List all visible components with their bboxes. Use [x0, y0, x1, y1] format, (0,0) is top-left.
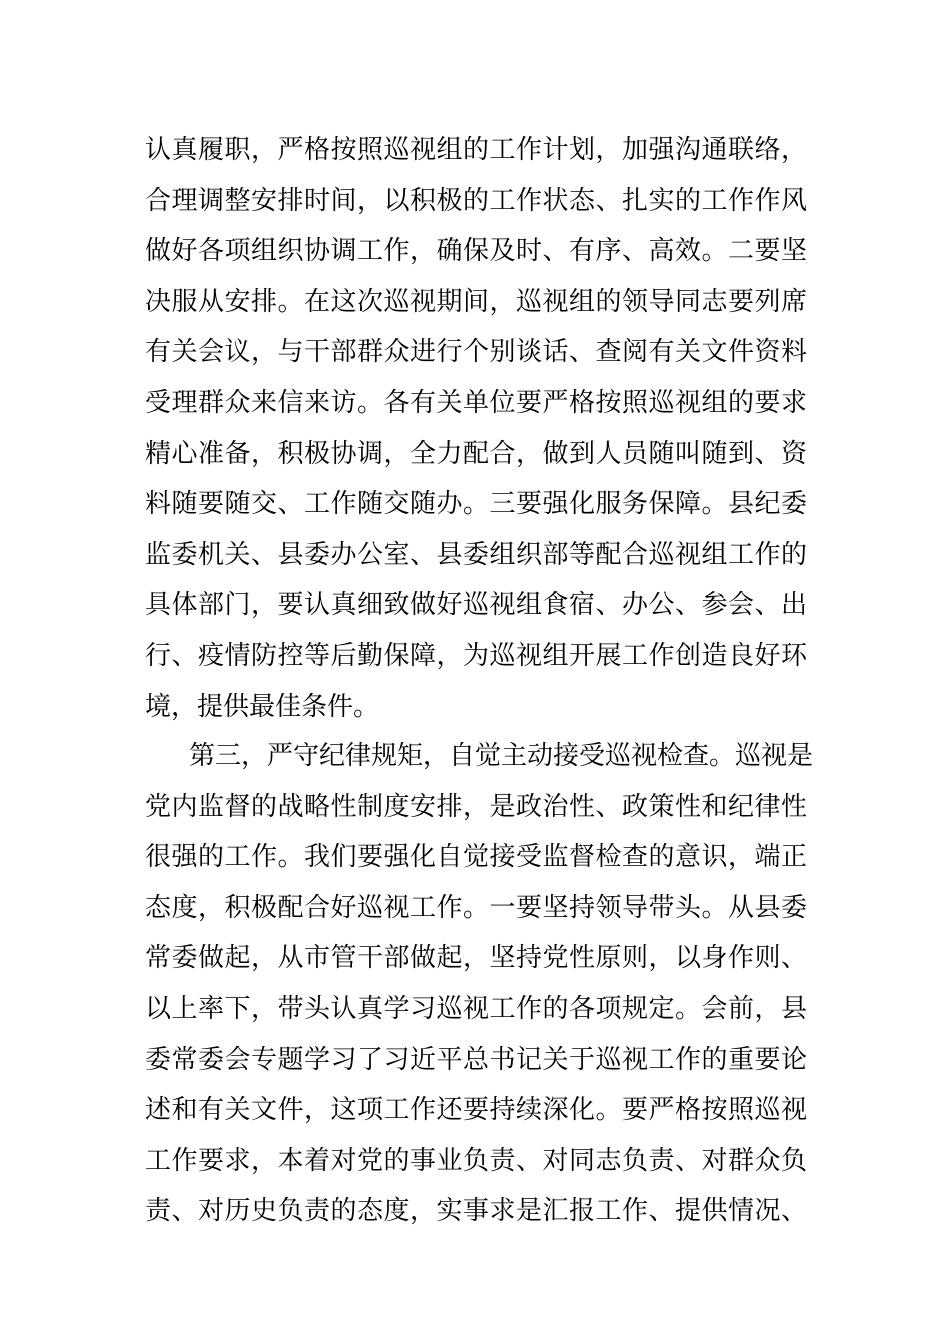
paragraph-1: [145, 125, 807, 732]
text-line: 第三，严守纪律规矩，自觉主动接受巡视检查。巡视是: [189, 741, 814, 771]
text-line: 责、对历史负责的态度，实事求是汇报工作、提供情况、: [145, 1196, 807, 1227]
text-line: 具体部门，要认真细致做好巡视组食宿、办公、参会、出: [145, 590, 807, 621]
text-line: 受理群众来信来访。各有关单位要严格按照巡视组的要求: [145, 387, 807, 418]
text-line: 合理调整安排时间，以积极的工作状态、扎实的工作作风: [145, 185, 807, 216]
text-line: 行、疫情防控等后勤保障，为巡视组开展工作创造良好环: [145, 640, 807, 671]
text-line: 很强的工作。我们要强化自觉接受监督检查的意识，端正: [145, 842, 807, 873]
text-line: 工作要求，本着对党的事业负责、对同志负责、对群众负: [145, 1145, 807, 1176]
text-line: 境，提供最佳条件。: [145, 691, 380, 722]
text-line: 有关会议，与干部群众进行个别谈话、查阅有关文件资料: [145, 337, 807, 368]
text-line: 决服从安排。在这次巡视期间，巡视组的领导同志要列席: [145, 286, 807, 317]
text-line: 监委机关、县委办公室、县委组织部等配合巡视组工作的: [145, 539, 807, 570]
text-line: 常委做起，从市管干部做起，坚持党性原则，以身作则、: [145, 943, 807, 974]
text-line: 精心准备，积极协调，全力配合，做到人员随叫随到、资: [145, 438, 807, 469]
text-line: 认真履职，严格按照巡视组的工作计划，加强沟通联络，: [145, 135, 807, 165]
paragraph-2: [145, 731, 814, 1237]
text-line: 以上率下，带头认真学习巡视工作的各项规定。会前，县: [145, 993, 807, 1024]
text-line: 做好各项组织协调工作，确保及时、有序、高效。二要坚: [145, 236, 807, 267]
text-line: 述和有关文件，这项工作还要持续深化。要严格按照巡视: [145, 1095, 807, 1126]
text-line: 委常委会专题学习了习近平总书记关于巡视工作的重要论: [145, 1044, 807, 1075]
text-line: 料随要随交、工作随交随办。三要强化服务保障。县纪委: [145, 489, 807, 520]
text-line: 党内监督的战略性制度安排，是政治性、政策性和纪律性: [145, 791, 807, 822]
text-line: 态度，积极配合好巡视工作。一要坚持领导带头。从县委: [145, 892, 807, 923]
